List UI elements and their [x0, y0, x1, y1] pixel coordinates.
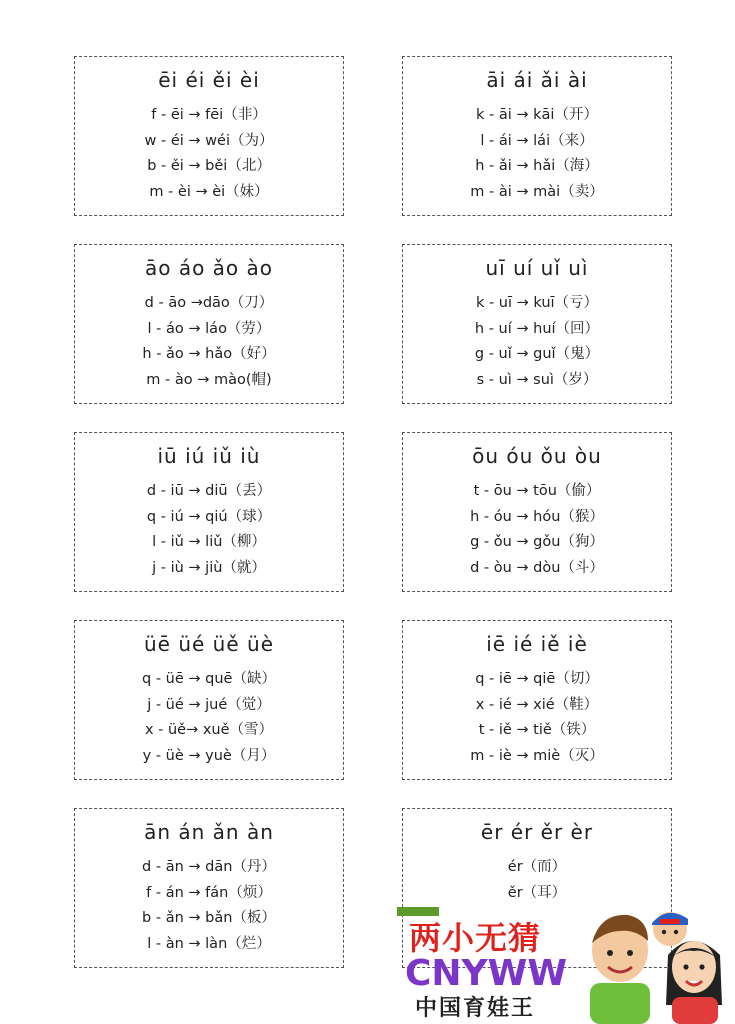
example-row: b - ǎn → bǎn（板） [142, 910, 276, 926]
example-row: m - èi → èi（妹） [149, 183, 269, 200]
pinyin-card-ei [74, 56, 344, 216]
brand-logo [395, 905, 735, 1024]
example-row: x - üě→ xuě（雪） [144, 722, 274, 738]
example-row: q - iē → qiē（切） [475, 671, 599, 687]
card-title: üē üé üě üè [144, 632, 274, 656]
card-title: āo áo ǎo ào [144, 256, 274, 280]
card-title: āi ái ǎi ài [486, 68, 588, 92]
card-title: ēr ér ěr èr [480, 820, 594, 844]
example-row: d - āo →dāo（刀） [144, 295, 274, 311]
logo-chinese-text: 两小无猜 [409, 919, 542, 957]
pinyin-card-ai [402, 56, 672, 216]
pinyin-card-ou [402, 432, 672, 592]
example-row: s - uì → suì（岁） [476, 371, 598, 388]
example-row: h - ǎo → hǎo（好） [142, 346, 276, 362]
logo-english-text: CNYWW [405, 953, 568, 994]
example-row: b - ěi → běi（北） [147, 158, 271, 174]
card-title: uī uí uǐ uì [485, 256, 589, 280]
example-row: k - uī → kuī（亏） [475, 295, 599, 311]
example-row: h - ǎi → hǎi（海） [475, 158, 599, 174]
example-row: ér（而） [507, 859, 567, 875]
pinyin-card-ue [74, 620, 344, 780]
pinyin-card-iu [74, 432, 344, 592]
example-row: l - áo → láo（劳） [147, 320, 271, 337]
logo-subtitle: 中国育娃王 [415, 996, 536, 1021]
example-row: d - iū → diū（丢） [146, 483, 272, 499]
pinyin-card-ie [402, 620, 672, 780]
example-row: q - üē → quē（缺） [142, 671, 276, 687]
card-title: ēi éi ěi èi [158, 68, 260, 92]
example-row: f - ēi → fēi（非） [151, 107, 267, 123]
card-title: iū iú iǔ iù [157, 444, 261, 468]
example-row: l - àn → làn（烂） [147, 935, 271, 952]
example-row: d - òu → dòu（斗） [470, 559, 604, 576]
example-row: m - iè → miè（灭） [470, 747, 604, 764]
example-row: l - ái → lái（来） [480, 132, 594, 149]
example-row: x - ié → xié（鞋） [475, 696, 599, 713]
example-row: y - üè → yuè（月） [142, 747, 276, 764]
example-row: j - üé → jué（觉） [147, 696, 271, 713]
example-row: w - éi → wéi（为） [144, 132, 274, 149]
pinyin-card-an [74, 808, 344, 968]
example-row: j - iù → jiù（就） [152, 559, 266, 576]
example-row: h - óu → hóu（猴） [470, 508, 604, 525]
pinyin-card-ao [74, 244, 344, 404]
example-row: m - ào → mào(帽) [146, 371, 272, 388]
example-row: q - iú → qiú（球） [146, 508, 272, 525]
example-row: t - iě → tiě（铁） [478, 722, 596, 738]
pinyin-card-ui [402, 244, 672, 404]
card-title: ōu óu ǒu òu [472, 444, 602, 468]
example-row: d - ān → dān（丹） [142, 859, 276, 875]
example-row: k - āi → kāi（开） [476, 107, 598, 123]
example-row: g - ǒu → gǒu（狗） [470, 534, 604, 550]
example-row: f - án → fán（烦） [146, 884, 272, 901]
example-row: t - ōu → tōu（偷） [473, 483, 601, 499]
example-row: h - uí → huí（回） [474, 320, 600, 337]
card-title: ān án ǎn àn [144, 820, 274, 844]
example-row: m - ài → mài（卖） [470, 183, 604, 200]
example-row: ěr（耳） [507, 884, 567, 901]
card-title: iē ié iě iè [486, 632, 588, 656]
example-row: l - iǔ → liǔ（柳） [152, 534, 266, 550]
cartoon-kids-illustration [580, 905, 735, 1024]
example-row: g - uǐ → guǐ（鬼） [474, 346, 600, 362]
